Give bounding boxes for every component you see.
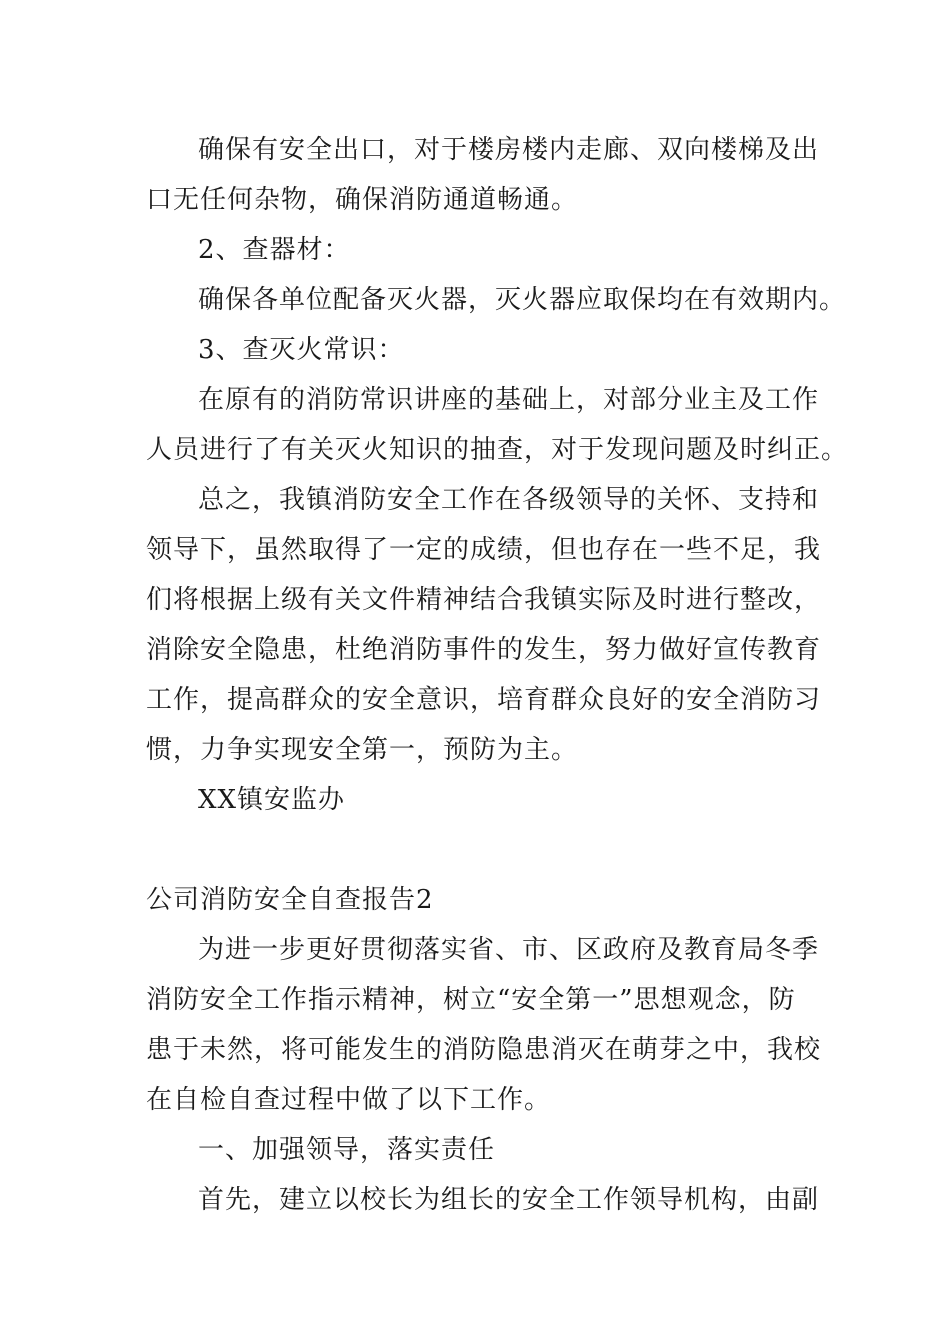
paragraph-line: 领导下，虽然取得了一定的成绩，但也存在一些不足，我 <box>146 535 822 565</box>
subheading: 2、查器材： <box>198 235 351 265</box>
paragraph-line: 们将根据上级有关文件精神结合我镇实际及时进行整改， <box>146 585 822 615</box>
document-title: 公司消防安全自查报告2 <box>146 885 434 915</box>
paragraph-line: 确保各单位配备灭火器，灭火器应取保均在有效期内。 <box>198 285 847 315</box>
paragraph-line: 人员进行了有关灭火知识的抽查，对于发现问题及时纠正。 <box>146 435 849 465</box>
paragraph-line: 患于未然，将可能发生的消防隐患消灭在萌芽之中，我校 <box>146 1035 822 1065</box>
paragraph-line: 首先，建立以校长为组长的安全工作领导机构，由副 <box>198 1185 820 1215</box>
paragraph-line: 在自检自查过程中做了以下工作。 <box>146 1085 552 1115</box>
subheading: 3、查灭火常识： <box>198 335 405 365</box>
paragraph-line: 惯，力争实现安全第一，预防为主。 <box>146 735 579 765</box>
paragraph-line: 确保有安全出口，对于楼房楼内走廊、双向楼梯及出 <box>198 135 820 165</box>
paragraph-line: 口无任何杂物，确保消防通道畅通。 <box>146 185 579 215</box>
section-heading: 一、加强领导，落实责任 <box>198 1135 496 1165</box>
paragraph-line: 总之，我镇消防安全工作在各级领导的关怀、支持和 <box>198 485 820 515</box>
signature: XX镇安监办 <box>198 785 346 815</box>
paragraph-line: 工作，提高群众的安全意识，培育群众良好的安全消防习 <box>146 685 822 715</box>
paragraph-line: 消除安全隐患，杜绝消防事件的发生，努力做好宣传教育 <box>146 635 822 665</box>
paragraph-line: 在原有的消防常识讲座的基础上，对部分业主及工作 <box>198 385 820 415</box>
paragraph-line: 为进一步更好贯彻落实省、市、区政府及教育局冬季 <box>198 935 820 965</box>
paragraph-line: 消防安全工作指示精神，树立“安全第一”思想观念，防 <box>146 985 796 1015</box>
